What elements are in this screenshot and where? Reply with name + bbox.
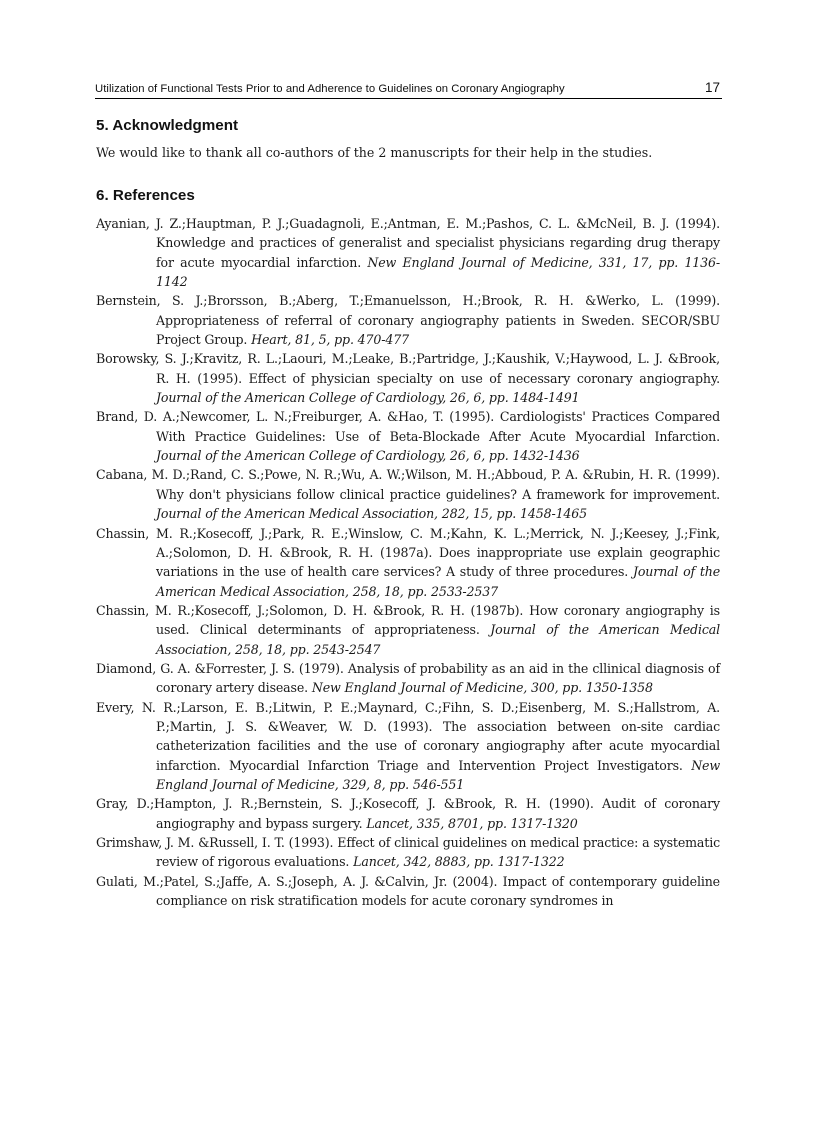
reference-item <box>96 465 720 523</box>
reference-journal: New England Journal of Medicine, 329, 8, pp. 546-551 <box>156 757 720 792</box>
acknowledgment-text: We would like to thank all co-authors of the 2 manuscripts for their help in the studies. <box>96 145 653 160</box>
reference-item <box>96 698 720 795</box>
reference-item <box>96 524 720 601</box>
reference-item <box>96 659 720 698</box>
reference-item <box>96 349 720 407</box>
reference-journal: Journal of the American Medical Association, 258, 18, pp. 2533-2537 <box>156 564 720 599</box>
reference-journal: Lancet, 335, 8701, pp. 1317-1320 <box>366 815 578 831</box>
reference-journal: Journal of the American College of Cardiology, 26, 6, pp. 1484-1491 <box>156 390 580 406</box>
running-title: Utilization of Functional Tests Prior to and Adherence to Guidelines on Coronary Angiography <box>95 83 565 95</box>
reference-text: Chassin, M. R.;Kosecoff, J.;Solomon, D. H. &Brook, R. H. (1987b). How coronary angiography is used. Clinical determinants of appropriateness. <box>96 602 720 638</box>
reference-text: Bernstein, S. J.;Brorsson, B.;Aberg, T.;Emanuelsson, H.;Brook, R. H. &Werko, L. (1999). Appropriateness of referral of coronary angiography patients in Sweden. SECOR/SBU Project Group. <box>96 293 720 348</box>
reference-item <box>96 833 720 872</box>
running-header <box>95 78 722 99</box>
reference-item <box>96 214 720 291</box>
reference-item <box>96 794 720 833</box>
reference-text: Grimshaw, J. M. &Russell, I. T. (1993). Effect of clinical guidelines on medical practice: a systematic review of rigorous evaluations. <box>96 835 720 870</box>
reference-item <box>96 407 720 465</box>
reference-journal: Journal of the American College of Cardiology, 26, 6, pp. 1432-1436 <box>156 448 580 464</box>
reference-list <box>96 214 720 910</box>
reference-journal: New England Journal of Medicine, 300, pp. 1350-1358 <box>311 680 653 696</box>
reference-text: Diamond, G. A. &Forrester, J. S. (1979). Analysis of probability as an aid in the cllinical diagnosis of coronary artery disease. <box>96 660 720 696</box>
reference-text: Every, N. R.;Larson, E. B.;Litwin, P. E.;Maynard, C.;Fihn, S. D.;Eisenberg, M. S.;Hallstrom, A. P.;Martin, J. S. &Weaver, W. D. (1993). The association between on-site cardiac catheterization facilities and the use of coronary angiography after acute myocardial infarction. Myocardial Infarction Triage and Intervention Project Investigators. <box>96 699 720 773</box>
page-number: 17 <box>704 80 720 95</box>
references-heading: 6. References <box>96 187 195 204</box>
reference-journal: Lancet, 342, 8883, pp. 1317-1322 <box>353 854 565 870</box>
reference-item <box>96 601 720 659</box>
reference-journal: Heart, 81, 5, pp. 470-477 <box>251 332 409 348</box>
reference-text: Brand, D. A.;Newcomer, L. N.;Freiburger, A. &Hao, T. (1995). Cardiologists' Practices Compared With Practice Guidelines: Use of Beta-Blockade After Acute Myocardial Infarction. <box>96 409 720 444</box>
reference-text: Borowsky, S. J.;Kravitz, R. L.;Laouri, M.;Leake, B.;Partridge, J.;Kaushik, V.;Haywood, L. J. &Brook, R. H. (1995). Effect of physician specialty on use of necessary coronary angiography. <box>96 351 720 386</box>
reference-text: Cabana, M. D.;Rand, C. S.;Powe, N. R.;Wu, A. W.;Wilson, M. H.;Abboud, P. A. &Rubin, H. R. (1999). Why don't physicians follow clinical practice guidelines? A framework for improvement. <box>96 467 720 502</box>
reference-item <box>96 872 720 911</box>
reference-journal: New England Journal of Medicine, 331, 17, pp. 1136-1142 <box>156 254 720 290</box>
reference-journal: Journal of the American Medical Association, 258, 18, pp. 2543-2547 <box>156 622 720 657</box>
reference-text: Chassin, M. R.;Kosecoff, J.;Park, R. E.;Winslow, C. M.;Kahn, K. L.;Merrick, N. J.;Keesey, J.;Fink, A.;Solomon, D. H. &Brook, R. H. (1987a). Does inappropriate use explain geographic variations in the use of health care services? A study of three procedures. <box>96 525 720 580</box>
reference-journal: Journal of the American Medical Association, 282, 15, pp. 1458-1465 <box>156 506 588 522</box>
reference-text: Gray, D.;Hampton, J. R.;Bernstein, S. J.;Kosecoff, J. &Brook, R. H. (1990). Audit of coronary angiography and bypass surgery. <box>96 796 720 831</box>
reference-text: Ayanian, J. Z.;Hauptman, P. J.;Guadagnoli, E.;Antman, E. M.;Pashos, C. L. &McNeil, B. J. (1994). Knowledge and practices of generalist and specialist physicians regarding drug therapy for acute myocardial infarction. <box>96 216 720 270</box>
reference-item <box>96 291 720 349</box>
reference-text: Gulati, M.;Patel, S.;Jaffe, A. S.;Joseph, A. J. &Calvin, Jr. (2004). Impact of contemporary guideline compliance on risk stratification models for acute coronary syndromes in <box>96 873 720 909</box>
acknowledgment-heading: 5. Acknowledgment <box>96 117 239 134</box>
